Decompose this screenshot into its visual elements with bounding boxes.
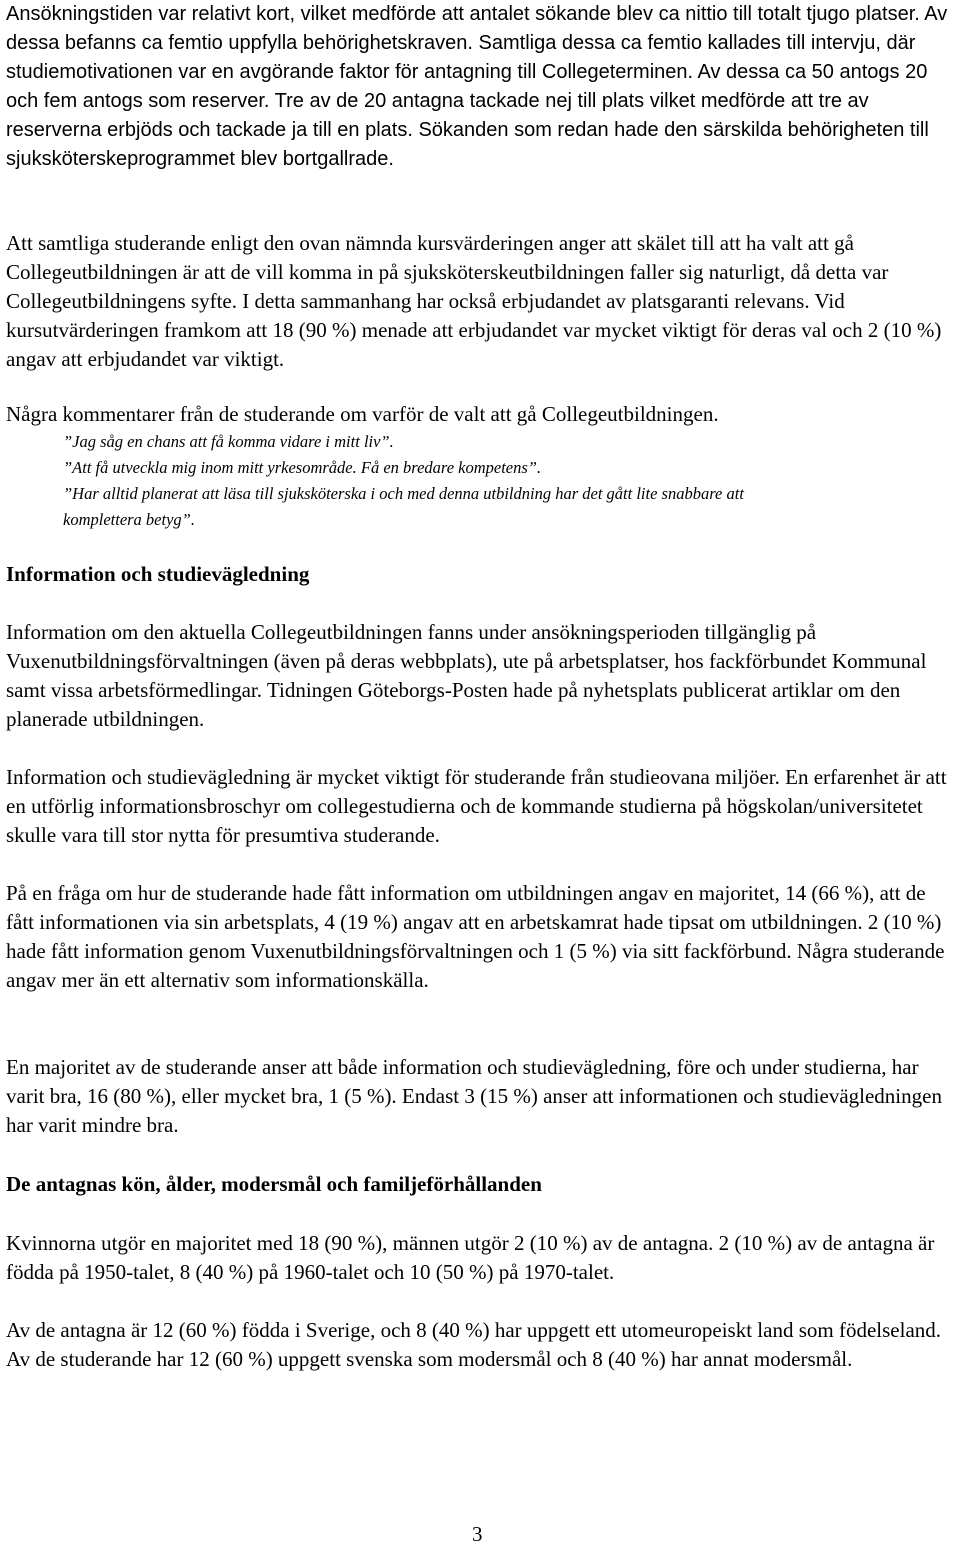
- section-heading-demographics: De antagnas kön, ålder, modersmål och familjeförhållanden: [6, 1172, 542, 1196]
- info-paragraph-3-text: På en fråga om hur de studerande hade fått information om utbildningen angav en majoritet, 14 (66 %), att de fått informationen via sin arbetsplats, 4 (19 %) angav att en arbetskamrat hade tipsat om utbildningen. 2 (10 %) hade fått information genom Vuxenutbildningsförvaltningen och 1 (5 %) via sitt fackförbund. Några studerande angav mer än ett alternativ som informationskälla.: [6, 881, 945, 992]
- section-heading-information: Information och studievägledning: [6, 562, 310, 586]
- quote-1: ”Jag såg en chans att få komma vidare i mitt liv”.: [63, 432, 394, 451]
- info-paragraph-1: [6, 618, 958, 734]
- intro-text: Ansökningstiden var relativt kort, vilket medförde att antalet sökande blev ca nittio till totalt tjugo platser. Av dessa befanns ca femtio uppfylla behörighetskraven. Samtliga dessa ca femtio kallades till intervju, där studiemotivationen var en avgörande faktor för antagning till Collegeterminen. Av dessa ca 50 antogs 20 och fem antogs som reserver. Tre av de 20 antagna tackade nej till plats vilket medförde att tre av reserverna erbjöds och tackade ja till en plats. Sökanden som redan hade den särskilda behörigheten till sjuksköterskeprogrammet blev bortgallrade.: [6, 3, 948, 170]
- page-number: 3: [472, 1522, 483, 1546]
- info-paragraph-4: [6, 1053, 958, 1140]
- demographics-paragraph-1-text: Kvinnorna utgör en majoritet med 18 (90 %), männen utgör 2 (10 %) av de antagna. 2 (10 %) av de antagna är födda på 1950-talet, 8 (40 %) på 1960-talet och 10 (50 %) på 1970-talet.: [6, 1231, 935, 1284]
- info-paragraph-2: [6, 763, 958, 850]
- quote-3-continued: komplettera betyg”.: [63, 510, 195, 529]
- intro-paragraph: [6, 0, 958, 174]
- quote-2: ”Att få utveckla mig inom mitt yrkesområde. Få en bredare kompetens”.: [63, 458, 542, 477]
- info-paragraph-2-text: Information och studievägledning är mycket viktigt för studerande från studieovana miljöer. En erfarenhet är att en utförlig informationsbroschyr om collegestudierna och de kommande studierna på högskolan/universitetet skulle vara till stor nytta för presumtiva studerande.: [6, 765, 947, 847]
- info-paragraph-3: [6, 879, 958, 995]
- reasons-text: Att samtliga studerande enligt den ovan nämnda kursvärderingen anger att skälet till att ha valt att gå Collegeutbildningen är att de vill komma in på sjuksköterskeutbildningen faller sig naturligt, då detta var Collegeutbildningens syfte. I detta sammanhang har också erbjudandet av platsgaranti relevans. Vid kursutvärderingen framkom att 18 (90 %) menade att erbjudandet var mycket viktigt för deras val och 2 (10 %) angav att erbjudandet var viktigt.: [6, 231, 942, 371]
- demographics-paragraph-1: [6, 1229, 958, 1287]
- comments-intro-text: Några kommentarer från de studerande om varför de valt att gå Collegeutbildningen.: [6, 402, 719, 426]
- demographics-paragraph-2: [6, 1316, 958, 1374]
- reasons-paragraph: [6, 229, 958, 374]
- info-paragraph-4-text: En majoritet av de studerande anser att både information och studievägledning, före och under studierna, har varit bra, 16 (80 %), eller mycket bra, 1 (5 %). Endast 3 (15 %) anser att informationen och studievägledningen har varit mindre bra.: [6, 1055, 942, 1137]
- quote-3: ”Har alltid planerat att läsa till sjuksköterska i och med denna utbildning har det gått lite snabbare att: [63, 484, 744, 503]
- info-paragraph-1-text: Information om den aktuella Collegeutbildningen fanns under ansökningsperioden tillgänglig på Vuxenutbildningsförvaltningen (även på deras webbplats), ute på arbetsplatser, hos fackförbundet Kommunal samt vissa arbetsförmedlingar. Tidningen Göteborgs-Posten hade på nyhetsplats publicerat artiklar om den planerade utbildningen.: [6, 620, 927, 731]
- comments-intro: [6, 400, 958, 429]
- demographics-paragraph-2-text: Av de antagna är 12 (60 %) födda i Sverige, och 8 (40 %) har uppgett ett utomeuropeiskt land som födelseland. Av de studerande har 12 (60 %) uppgett svenska som modersmål och 8 (40 %) har annat modersmål.: [6, 1318, 942, 1371]
